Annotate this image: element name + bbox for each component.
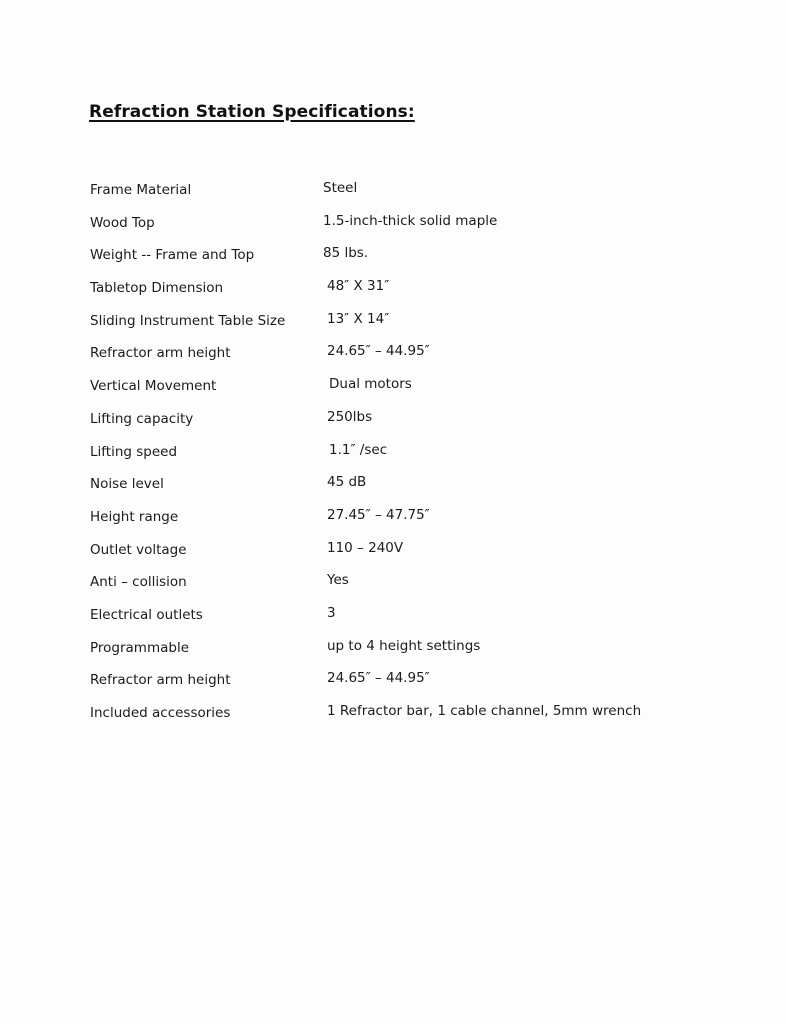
spec-value: 110 – 240V — [327, 539, 404, 556]
spec-value: Yes — [327, 572, 349, 589]
spec-value: 24.65″ – 44.95″ — [327, 343, 430, 360]
spec-label: Vertical Movement — [90, 378, 217, 395]
spec-value: 1.5-inch-thick solid maple — [323, 212, 498, 229]
spec-value: 45 dB — [327, 474, 367, 491]
page-title: Refraction Station Specifications: — [89, 102, 415, 122]
spec-value: Dual motors — [329, 376, 412, 393]
spec-value: 85 lbs. — [323, 245, 369, 262]
spec-value: 24.65″ – 44.95″ — [327, 670, 430, 687]
spec-label: Electrical outlets — [90, 606, 203, 623]
spec-label: Height range — [90, 508, 179, 525]
spec-label: Refractor arm height — [90, 672, 231, 689]
spec-value: 250lbs — [327, 408, 373, 425]
spec-label: Noise level — [90, 476, 164, 493]
spec-row — [90, 407, 710, 440]
spec-label: Frame Material — [90, 182, 192, 198]
spec-row — [90, 538, 710, 571]
spec-label: Anti – collision — [90, 574, 187, 591]
spec-value: Steel — [323, 180, 358, 196]
spec-value: 1 Refractor bar, 1 cable channel, 5mm wrench — [327, 703, 642, 719]
spec-label: Outlet voltage — [90, 541, 187, 558]
spec-row — [90, 472, 710, 505]
spec-row — [90, 276, 710, 309]
spec-row — [90, 243, 710, 276]
spec-row — [90, 211, 710, 244]
spec-value: 48″ X 31″ — [327, 278, 390, 295]
spec-row — [90, 668, 710, 701]
spec-list — [90, 178, 710, 734]
spec-label: Tabletop Dimension — [90, 280, 224, 297]
spec-row — [90, 341, 710, 374]
spec-row — [90, 603, 710, 636]
spec-row — [90, 701, 710, 734]
spec-label: Lifting capacity — [90, 410, 194, 427]
spec-label: Lifting speed — [90, 443, 178, 460]
spec-row — [90, 570, 710, 603]
spec-label: Refractor arm height — [90, 345, 231, 362]
spec-row — [90, 178, 710, 211]
spec-row — [90, 440, 710, 473]
spec-row — [90, 636, 710, 669]
spec-label: Wood Top — [90, 214, 155, 231]
spec-label: Sliding Instrument Table Size — [90, 312, 286, 329]
spec-value: 13″ X 14″ — [327, 310, 390, 327]
spec-row — [90, 309, 710, 342]
spec-row — [90, 505, 710, 538]
spec-label: Programmable — [90, 639, 190, 656]
spec-value: up to 4 height settings — [327, 637, 481, 654]
spec-row — [90, 374, 710, 407]
spec-label: Weight -- Frame and Top — [90, 247, 255, 264]
spec-value: 27.45″ – 47.75″ — [327, 506, 430, 523]
spec-value: 1.1″ /sec — [329, 441, 388, 458]
spec-value: 3 — [327, 604, 336, 621]
spec-label: Included accessories — [90, 705, 231, 721]
